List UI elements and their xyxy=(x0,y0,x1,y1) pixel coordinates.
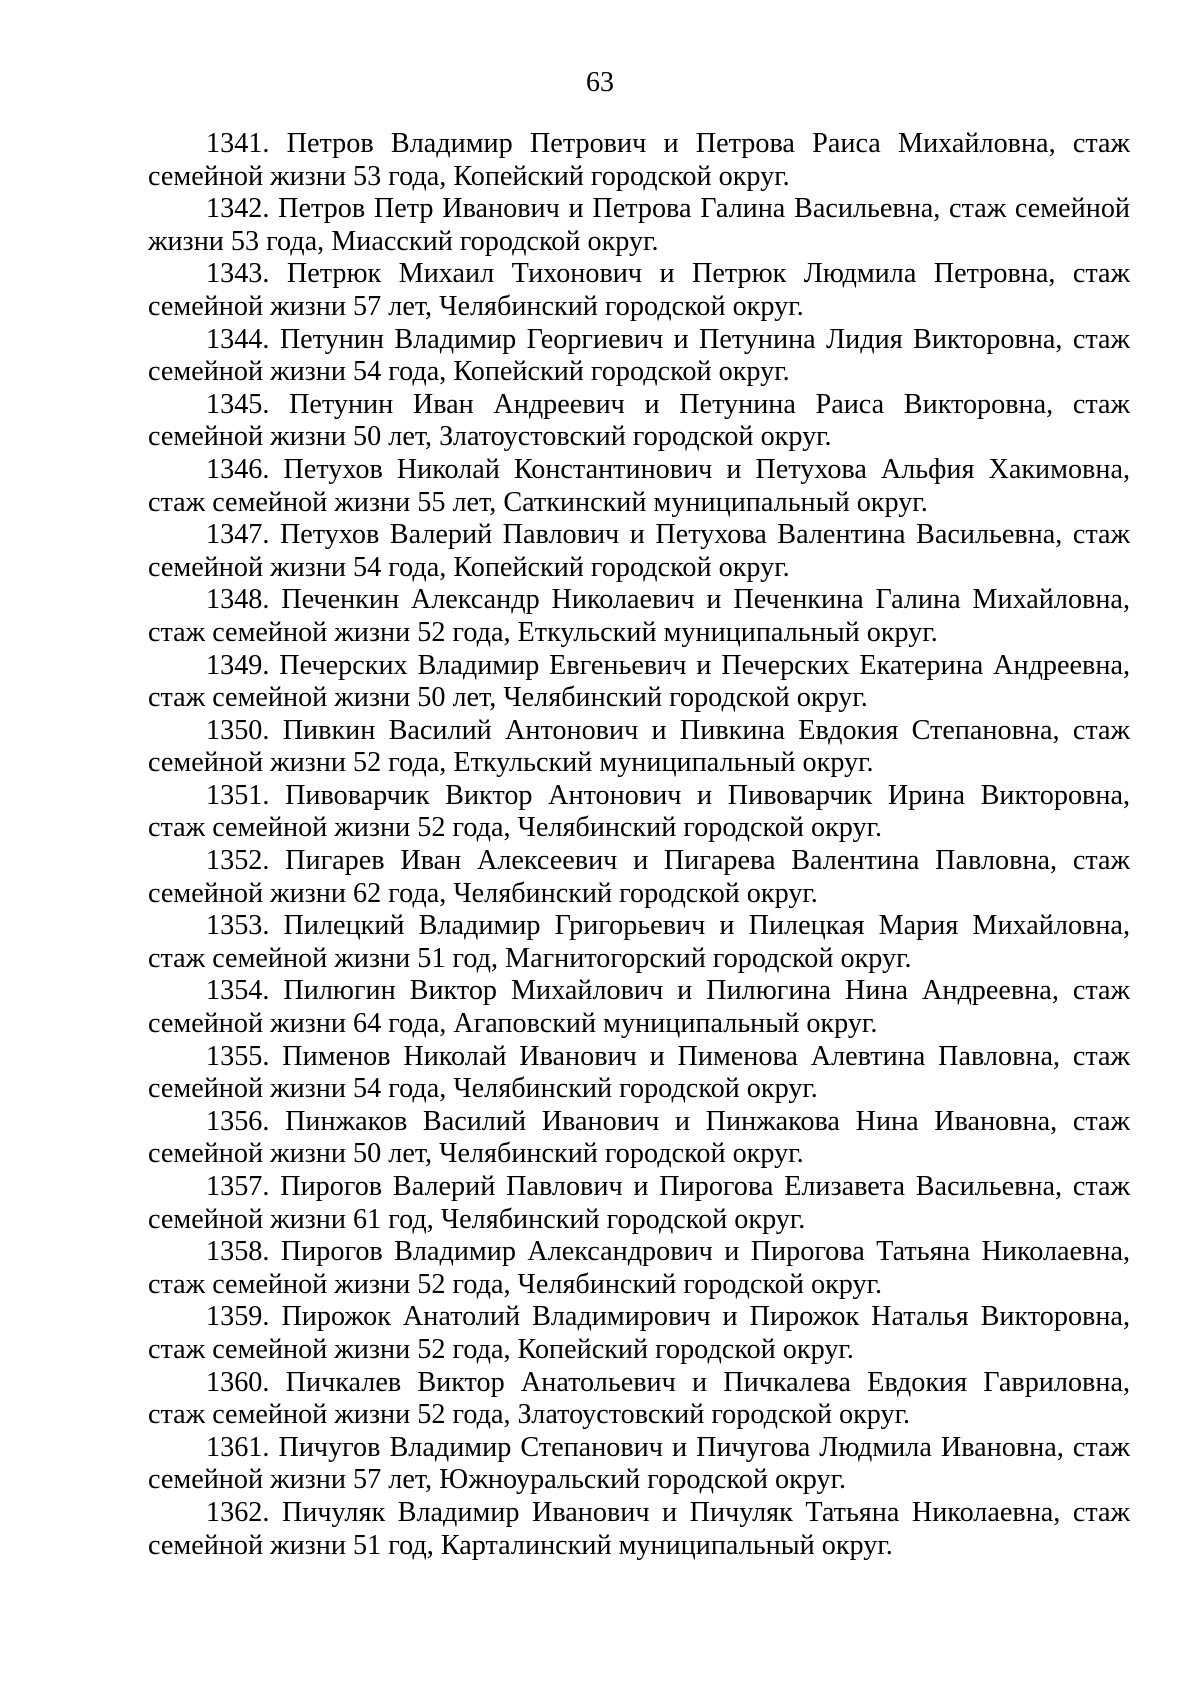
list-item xyxy=(148,780,1130,845)
list-item xyxy=(148,1106,1130,1171)
entry-text: Пичугов Владимир Степанович и Пичугова Людмила Ивановна, стаж семейной жизни 57 лет, Южноуральский городской округ. xyxy=(148,1431,1130,1496)
list-item xyxy=(148,1041,1130,1106)
entry-number: 1359 . xyxy=(206,1301,281,1332)
entry-number: 1351 . xyxy=(206,780,285,811)
entry-text: Пирогов Валерий Павлович и Пирогова Елизавета Васильевна, стаж семейной жизни 61 год, Челябинский городской округ. xyxy=(148,1171,1131,1235)
list-item xyxy=(148,1301,1130,1366)
entry-number: 1360 . xyxy=(206,1367,286,1398)
list-item xyxy=(148,975,1130,1040)
entry-text: Петров Владимир Петрович и Петрова Раиса Михайловна, стаж семейной жизни 53 года, Копейский городской округ. xyxy=(148,128,1131,192)
list-item xyxy=(148,519,1130,584)
entry-text: Пирогов Владимир Александрович и Пирогова Татьяна Николаевна, стаж семейной жизни 52 года, Челябинский городской округ. xyxy=(148,1236,1131,1300)
entry-number: 1358 . xyxy=(206,1236,281,1267)
list-item xyxy=(148,584,1130,649)
list-item xyxy=(148,845,1130,910)
entry-number: 1350 . xyxy=(206,715,283,746)
list-item xyxy=(148,1171,1130,1236)
entry-number: 1342 . xyxy=(206,193,278,224)
entry-number: 1346 . xyxy=(206,454,283,485)
list-item xyxy=(148,454,1130,519)
entry-number: 1352 . xyxy=(206,845,285,876)
entry-number: 1347 . xyxy=(206,519,280,550)
entry-text: Пирожок Анатолий Владимирович и Пирожок Наталья Викторовна, стаж семейной жизни 52 года, Копейский городской округ. xyxy=(148,1301,1130,1365)
entry-number: 1353 . xyxy=(206,910,284,941)
list-item xyxy=(148,910,1130,975)
entry-number: 1348 . xyxy=(206,584,281,615)
page-number: 63 xyxy=(586,67,614,98)
entry-text: Печерских Владимир Евгеньевич и Печерских Екатерина Андреевна, стаж семейной жизни 50 лет, Челябинский городской округ. xyxy=(148,649,1130,714)
entry-text: Пилецкий Владимир Григорьевич и Пилецкая Мария Михайловна, стаж семейной жизни 51 год, Магнитогорский городской округ. xyxy=(148,910,1130,974)
entry-text: Петухов Николай Константинович и Петухова Альфия Хакимовна, стаж семейной жизни 55 лет, Саткинский муниципальный округ. xyxy=(148,453,1130,518)
entry-text: Петров Петр Иванович и Петрова Галина Васильевна, стаж семейной жизни 53 года, Миасский городской округ. xyxy=(148,193,1130,257)
entry-number: 1341 . xyxy=(206,128,287,159)
list-item xyxy=(148,1367,1130,1432)
list-item xyxy=(148,193,1130,258)
entry-text: Петунин Владимир Георгиевич и Петунина Лидия Викторовна, стаж семейной жизни 54 года, Копейский городской округ. xyxy=(148,323,1130,388)
entry-number: 1354 . xyxy=(206,975,283,1006)
entry-number: 1345 . xyxy=(206,389,289,420)
entry-number: 1349 . xyxy=(206,650,279,681)
entry-number: 1356 . xyxy=(206,1106,285,1137)
entry-text: Пигарев Иван Алексеевич и Пигарева Валентина Павловна, стаж семейной жизни 62 года, Челябинский городской округ. xyxy=(148,845,1131,909)
list-item xyxy=(148,650,1130,715)
list-item xyxy=(148,1236,1130,1301)
list-item xyxy=(148,1432,1130,1497)
entry-number: 1357 . xyxy=(206,1171,280,1202)
entry-number: 1362 . xyxy=(206,1497,282,1528)
entry-number: 1344 . xyxy=(206,324,280,355)
list-item xyxy=(148,715,1130,780)
list-item xyxy=(148,258,1130,323)
entry-text: Петунин Иван Андреевич и Петунина Раиса Викторовна, стаж семейной жизни 50 лет, Златоустовский городской округ. xyxy=(148,388,1130,453)
entry-number: 1343 . xyxy=(206,258,287,289)
entry-list xyxy=(148,128,1130,1562)
entry-number: 1355 . xyxy=(206,1041,282,1072)
entry-text: Пинжаков Василий Иванович и Пинжакова Нина Ивановна, стаж семейной жизни 50 лет, Челябинский городской округ. xyxy=(148,1105,1131,1170)
entry-text: Петрюк Михаил Тихонович и Петрюк Людмила Петровна, стаж семейной жизни 57 лет, Челябинский городской округ. xyxy=(148,258,1130,322)
entry-text: Печенкин Александр Николаевич и Печенкина Галина Михайловна, стаж семейной жизни 52 года, Еткульский муниципальный округ. xyxy=(148,584,1130,648)
list-item xyxy=(148,324,1130,389)
entry-number: 1361 . xyxy=(206,1432,278,1463)
entry-text: Пивоварчик Виктор Антонович и Пивоварчик Ирина Викторовна, стаж семейной жизни 52 года, Челябинский городской округ. xyxy=(148,779,1131,844)
list-item xyxy=(148,128,1130,193)
list-item xyxy=(148,1497,1130,1562)
entry-text: Петухов Валерий Павлович и Петухова Валентина Васильевна, стаж семейной жизни 54 года, Копейский городской округ. xyxy=(148,519,1130,583)
entry-text: Пичуляк Владимир Иванович и Пичуляк Татьяна Николаевна, стаж семейной жизни 51 год, Карталинский муниципальный округ. xyxy=(148,1496,1131,1561)
entry-text: Пилюгин Виктор Михайлович и Пилюгина Нина Андреевна, стаж семейной жизни 64 года, Агаповский муниципальный округ. xyxy=(148,975,1130,1040)
list-item xyxy=(148,389,1130,454)
entry-text: Пименов Николай Иванович и Пименова Алевтина Павловна, стаж семейной жизни 54 года, Челябинский городской округ. xyxy=(148,1040,1130,1105)
entry-text: Пивкин Василий Антонович и Пивкина Евдокия Степановна, стаж семейной жизни 52 года, Еткульский муниципальный округ. xyxy=(148,714,1130,779)
entry-text: Пичкалев Виктор Анатольевич и Пичкалева Евдокия Гавриловна, стаж семейной жизни 52 года, Златоустовский городской округ. xyxy=(148,1366,1131,1431)
